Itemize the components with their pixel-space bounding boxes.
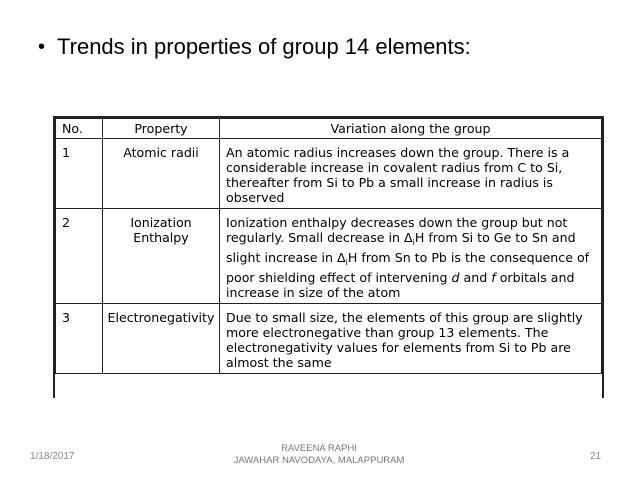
header-variation: Variation along the group [220,119,602,139]
variation-text: and [459,270,492,285]
row-property [103,304,220,374]
variation-text: Ionization enthalpy decreases down the group but not regularly. Small decrease in [226,215,568,245]
table-row [56,209,602,304]
slide-title-bullet [38,34,471,60]
property-label: Atomic radii [123,145,199,160]
property-label: Ionization [130,215,192,230]
footer-credits [0,443,638,467]
footer-author: RAVEENA RAPHI [281,443,357,454]
row-variation: Due to small size, the elements of this group are slightly more electronegative than group 13 elements. The electronegativity values for elements from Si to Pb are almost the same [220,304,602,374]
table-row [56,304,602,374]
property-label: Electronegativity [107,310,215,325]
delta-symbol: Δ [337,250,346,265]
subscript: i [412,238,415,247]
row-property [103,139,220,209]
variation-text: from Si to Ge to Sn and slight increase in [226,230,576,265]
row-variation: An atomic radius increases down the group. There is a considerable increase in covalent radius from C to Si, thereafter from Si to Pb a small increase in radius is observed [220,139,602,209]
table-header-row [56,119,602,139]
property-label: Enthalpy [133,230,189,245]
header-no: No. [56,119,103,139]
table-row [56,139,602,209]
row-number: 2 [56,209,103,304]
page-number: 21 [590,451,602,462]
row-variation [220,209,602,304]
variation-text: from Sn to Pb is the consequence of poor shielding effect of intervening [226,250,590,285]
orbital-f: f [491,270,496,285]
orbital-d: d [451,270,460,285]
row-number: 1 [56,139,103,209]
enthalpy-symbol: H [414,230,425,245]
subscript: i [345,258,348,267]
footer-school: JAWAHAR NAVODAYA, MALAPPURAM [233,455,405,466]
footer-date: 1/18/2017 [30,451,75,462]
delta-symbol: Δ [404,230,413,245]
header-property: Property [103,119,220,139]
row-number: 3 [56,304,103,374]
slide-title: Trends in properties of group 14 elements: [57,34,471,59]
variation-text: orbitals and increase in size of the atom [226,270,575,300]
properties-table [55,118,602,374]
row-property [103,209,220,304]
properties-table-image [53,116,604,398]
enthalpy-symbol: H [347,250,358,265]
bullet-icon: • [38,35,46,58]
